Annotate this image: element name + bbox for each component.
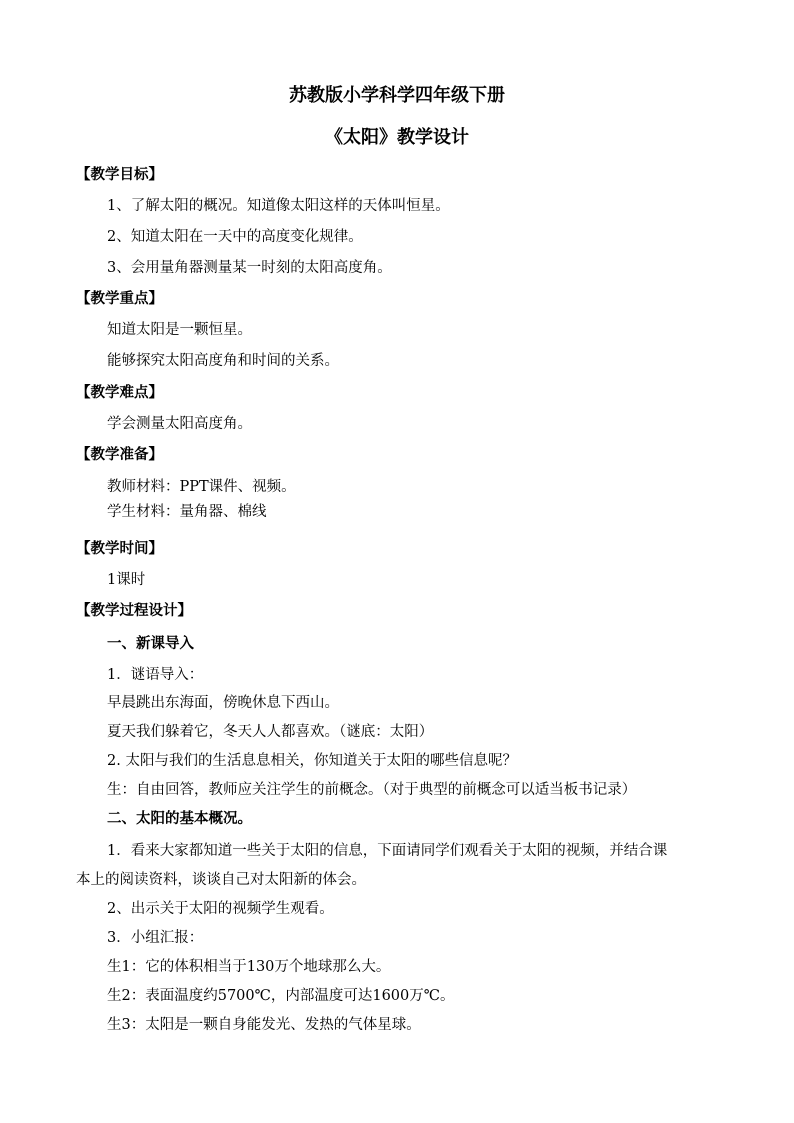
goal-item: 1、了解太阳的概况。知道像太阳这样的天体叫恒星。 (107, 198, 450, 214)
part1-line: 夏天我们躲着它，冬天人人都喜欢。（谜底：太阳） (107, 724, 434, 740)
part1-title: 一、新课导入 (107, 635, 194, 652)
part2-title: 二、太阳的基本概况。 (107, 810, 252, 827)
part1-line: 1．谜语导入： (107, 667, 204, 683)
part1-line: 早晨跳出东海面，傍晚休息下西山。 (107, 695, 339, 711)
part1-line: 2. 太阳与我们的生活息息相关，你知道关于太阳的哪些信息呢？ (107, 753, 517, 769)
prep-heading: 【教学准备】 (76, 446, 163, 463)
part2-line: 2、出示关于太阳的视频学生观看。 (107, 901, 334, 917)
goal-item: 2、知道太阳在一天中的高度变化规律。 (107, 229, 363, 245)
goal-item: 3、会用量角器测量某一时刻的太阳高度角。 (107, 260, 392, 276)
key-item: 能够探究太阳高度角和时间的关系。 (107, 353, 339, 369)
document-subtitle: 《太阳》教学设计 (325, 127, 469, 148)
time-heading: 【教学时间】 (76, 540, 163, 557)
key-heading: 【教学重点】 (76, 290, 163, 307)
part1-line: 生：自由回答，教师应关注学生的前概念。（对于典型的前概念可以适当板书记录） (107, 782, 637, 798)
prep-item: 教师材料：PPT课件、视频。 (107, 479, 296, 495)
part2-line: 生1：它的体积相当于130万个地球那么大。 (107, 959, 391, 975)
part2-line: 本上的阅读资料，谈谈自己对太阳新的体会。 (76, 872, 366, 888)
part2-line: 1．看来大家都知道一些关于太阳的信息，下面请同学们观看关于太阳的视频，并结合课 (107, 843, 668, 859)
part2-line: 生2：表面温度约5700℃，内部温度可达1600万℃。 (107, 988, 455, 1004)
difficulty-item: 学会测量太阳高度角。 (107, 416, 252, 432)
document-title: 苏教版小学科学四年级下册 (289, 85, 505, 106)
key-item: 知道太阳是一颗恒星。 (107, 322, 252, 338)
time-item: 1课时 (107, 572, 146, 588)
part2-line: 生3：太阳是一颗自身能发光、发热的气体星球。 (107, 1017, 421, 1033)
difficulty-heading: 【教学难点】 (76, 384, 163, 401)
prep-item: 学生材料：量角器、棉线 (107, 504, 267, 520)
part2-line: 3．小组汇报： (107, 930, 204, 946)
goals-heading: 【教学目标】 (76, 166, 163, 183)
process-heading: 【教学过程设计】 (76, 602, 192, 619)
